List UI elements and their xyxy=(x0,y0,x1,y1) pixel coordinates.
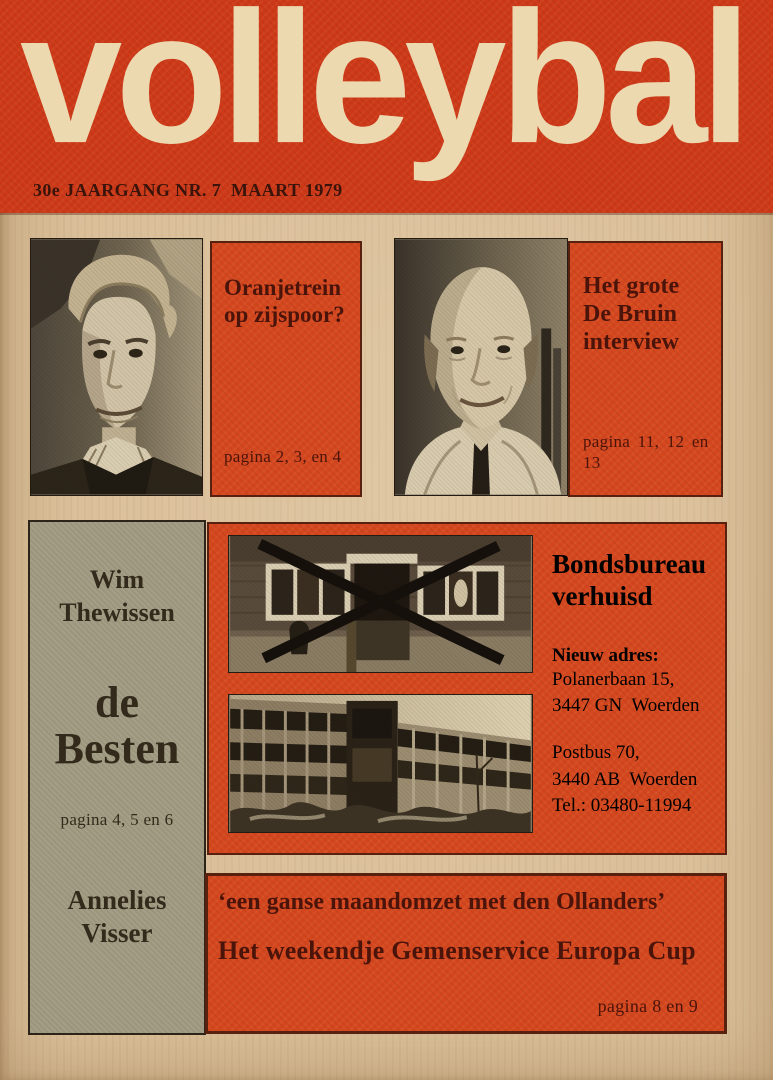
teaser-title-line: De Bruin xyxy=(583,300,678,327)
teaser-title-line: Oranjetrein xyxy=(224,275,342,300)
name-line: Thewissen xyxy=(59,597,175,627)
postal-line: 3440 AB Woerden xyxy=(552,768,698,790)
name-line: Visser xyxy=(81,917,153,948)
new-bondsbureau-photo xyxy=(228,694,533,833)
page-reference: pagina 4, 5 en 6 xyxy=(60,810,174,829)
masthead-banner xyxy=(0,0,773,213)
magazine-title: volleybal xyxy=(20,0,745,182)
postal-line: Postbus 70, xyxy=(552,741,640,763)
page-reference: pagina 11, 12 en 13 xyxy=(583,432,709,472)
page-reference: pagina 8 en 9 xyxy=(597,996,698,1016)
europa-cup-title: Het weekendje Gemenservice Europa Cup xyxy=(218,936,696,965)
bondsbureau-title xyxy=(552,548,720,613)
title-line: Bondsbureau xyxy=(552,549,707,579)
teaser-title-oranjetrein xyxy=(224,275,345,328)
house-illustration xyxy=(229,536,532,672)
title-line: Besten xyxy=(54,724,180,774)
feature-name-top xyxy=(30,564,204,629)
new-address-label: Nieuw adres: xyxy=(552,644,659,666)
teaser-title-line: interview xyxy=(583,328,679,355)
feature-box-europa-cup xyxy=(205,873,727,1034)
feature-name-bottom xyxy=(30,884,204,950)
teaser-box-oranjetrein xyxy=(210,241,362,497)
address-line: 3447 GN Woerden xyxy=(552,695,700,717)
feature-title-de-besten xyxy=(30,680,204,772)
portrait-photo-2 xyxy=(394,238,568,496)
feature-box-de-besten xyxy=(28,520,206,1035)
europa-cup-quote: ‘een ganse maandomzet met den Ollanders’ xyxy=(218,889,666,915)
phone-line: Tel.: 03480-11994 xyxy=(552,795,692,817)
portrait-2-illustration xyxy=(395,239,567,495)
old-bondsbureau-photo xyxy=(228,535,533,673)
teaser-box-debruin xyxy=(568,241,723,497)
bondsbureau-text-column xyxy=(552,548,720,820)
teaser-title-line: op zijspoor? xyxy=(224,301,345,327)
teaser-title-line: Het grote xyxy=(583,273,680,299)
portrait-photo-1 xyxy=(30,238,203,496)
title-line: verhuisd xyxy=(552,581,653,612)
portrait-1-illustration xyxy=(31,239,202,495)
teaser-title-debruin xyxy=(583,273,679,356)
name-line: Wim xyxy=(89,565,145,594)
title-line: de xyxy=(95,678,139,727)
issue-line: 30e JAARGANG NR. 7 MAART 1979 xyxy=(33,180,343,200)
address-line: Polanerbaan 15, xyxy=(552,668,675,690)
spacer xyxy=(552,720,720,740)
building-illustration xyxy=(229,695,532,832)
name-line: Annelies xyxy=(67,885,167,915)
page-reference: pagina 2, 3, en 4 xyxy=(224,447,342,466)
